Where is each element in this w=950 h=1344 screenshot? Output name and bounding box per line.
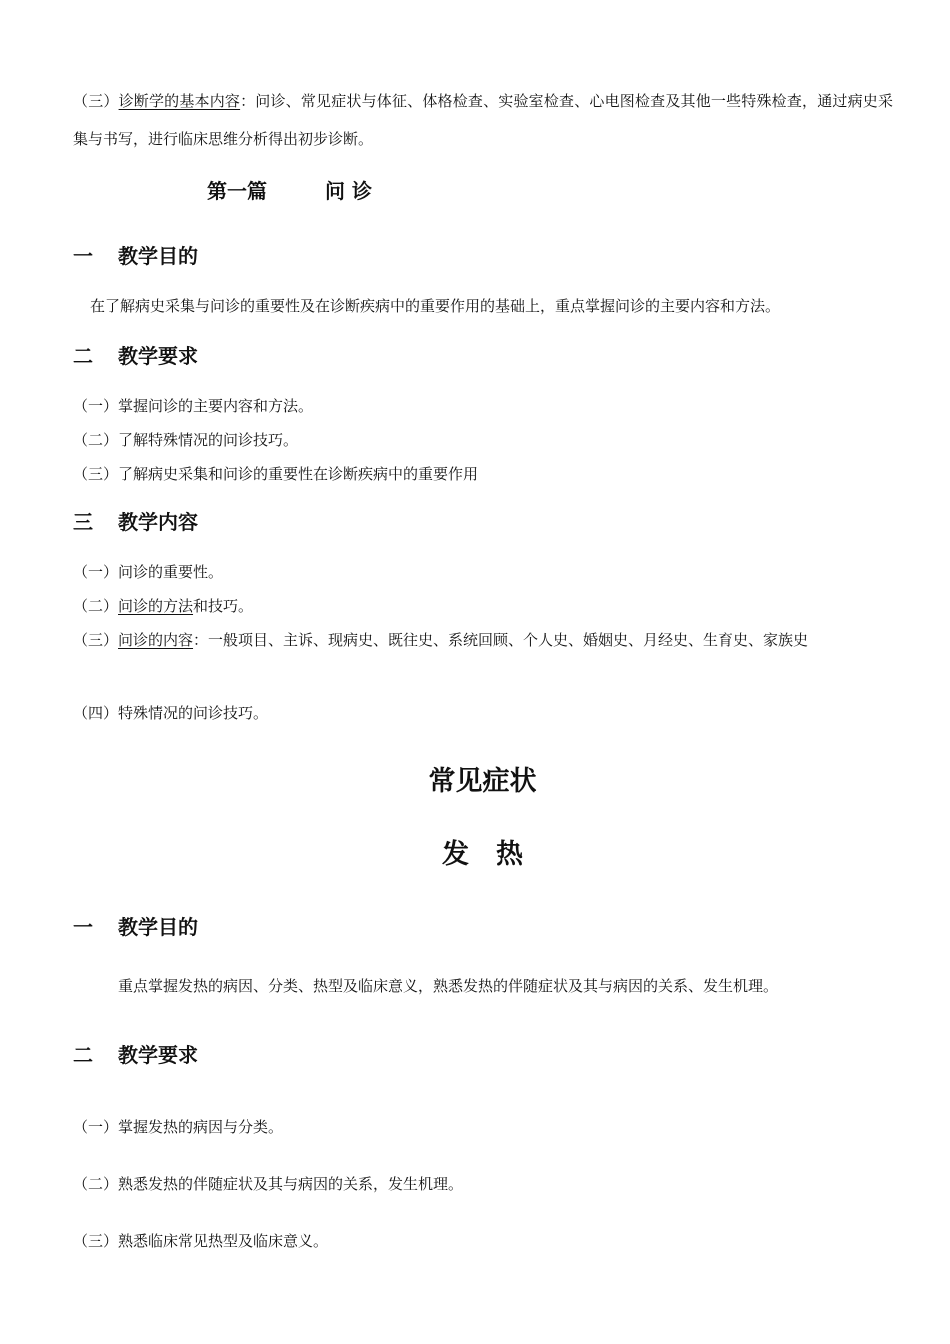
section-title: 教学要求 [118,344,198,368]
content-item-rest: 和技巧。 [193,597,254,615]
section-number: 一 [73,915,93,939]
content-item-rest: ：一般项目、主诉、现病史、既往史、系统回顾、个人史、婚姻史、月经史、生育史、家族史 [193,631,809,649]
content-item: （四）特殊情况的问诊技巧。 [73,704,269,722]
part-label: 第一篇 [207,179,267,203]
teaching-purpose-body: 在了解病史采集与问诊的重要性及在诊断疾病中的重要作用的基础上，重点掌握问诊的主要内容和方法。 [90,297,781,315]
part-title [207,178,372,204]
section-title: 教学要求 [118,1043,198,1067]
content-item [73,596,253,616]
requirement-item: （三）熟悉临床常见热型及临床意义。 [73,1232,329,1250]
section-heading-teaching-purpose [73,243,198,269]
section-number: 二 [73,1043,93,1067]
requirement-item: （一）掌握发热的病因与分类。 [73,1118,284,1136]
subchapter-title: 发 热 [442,839,523,870]
intro-prefix: （三） [73,92,119,110]
section-number: 一 [73,244,93,268]
requirement-item: （三）了解病史采集和问诊的重要性在诊断疾病中的重要作用 [73,465,479,483]
section-heading-teaching-requirements [73,1042,198,1068]
section-heading-teaching-requirements [73,343,198,369]
requirement-item: （二）了解特殊情况的问诊技巧。 [73,431,299,449]
section-heading-teaching-content [73,509,198,535]
section-title: 教学目的 [118,915,198,939]
content-item [73,621,893,659]
intro-rest: ：问诊、常见症状与体征、体格检查、实验室检查、心电图检查及其他一些特殊检查，通过病史采集与书写，进行临床思维分析得出初步诊断。 [73,92,893,148]
chapter-title: 常见症状 [428,766,537,797]
intro-underlined-term: 诊断学的基本内容 [118,92,241,110]
requirement-item: （二）熟悉发热的伴随症状及其与病因的关系，发生机理。 [73,1175,464,1193]
part-name: 问 诊 [325,179,372,203]
content-item-prefix: （二） [73,597,119,615]
fever-purpose-body: 重点掌握发热的病因、分类、热型及临床意义，熟悉发热的伴随症状及其与病因的关系、发生机理。 [118,977,779,995]
content-item-underlined-term: 问诊的内容 [118,631,194,649]
content-item-underlined-term: 问诊的方法 [118,597,194,615]
section-heading-teaching-purpose [73,914,198,940]
content-item-prefix: （三） [73,631,119,649]
section-title: 教学目的 [118,244,198,268]
section-number: 二 [73,344,93,368]
requirement-item: （一）掌握问诊的主要内容和方法。 [73,397,314,415]
section-number: 三 [73,510,93,534]
section-title: 教学内容 [118,510,198,534]
intro-paragraph [73,82,893,158]
content-item: （一）问诊的重要性。 [73,563,224,581]
